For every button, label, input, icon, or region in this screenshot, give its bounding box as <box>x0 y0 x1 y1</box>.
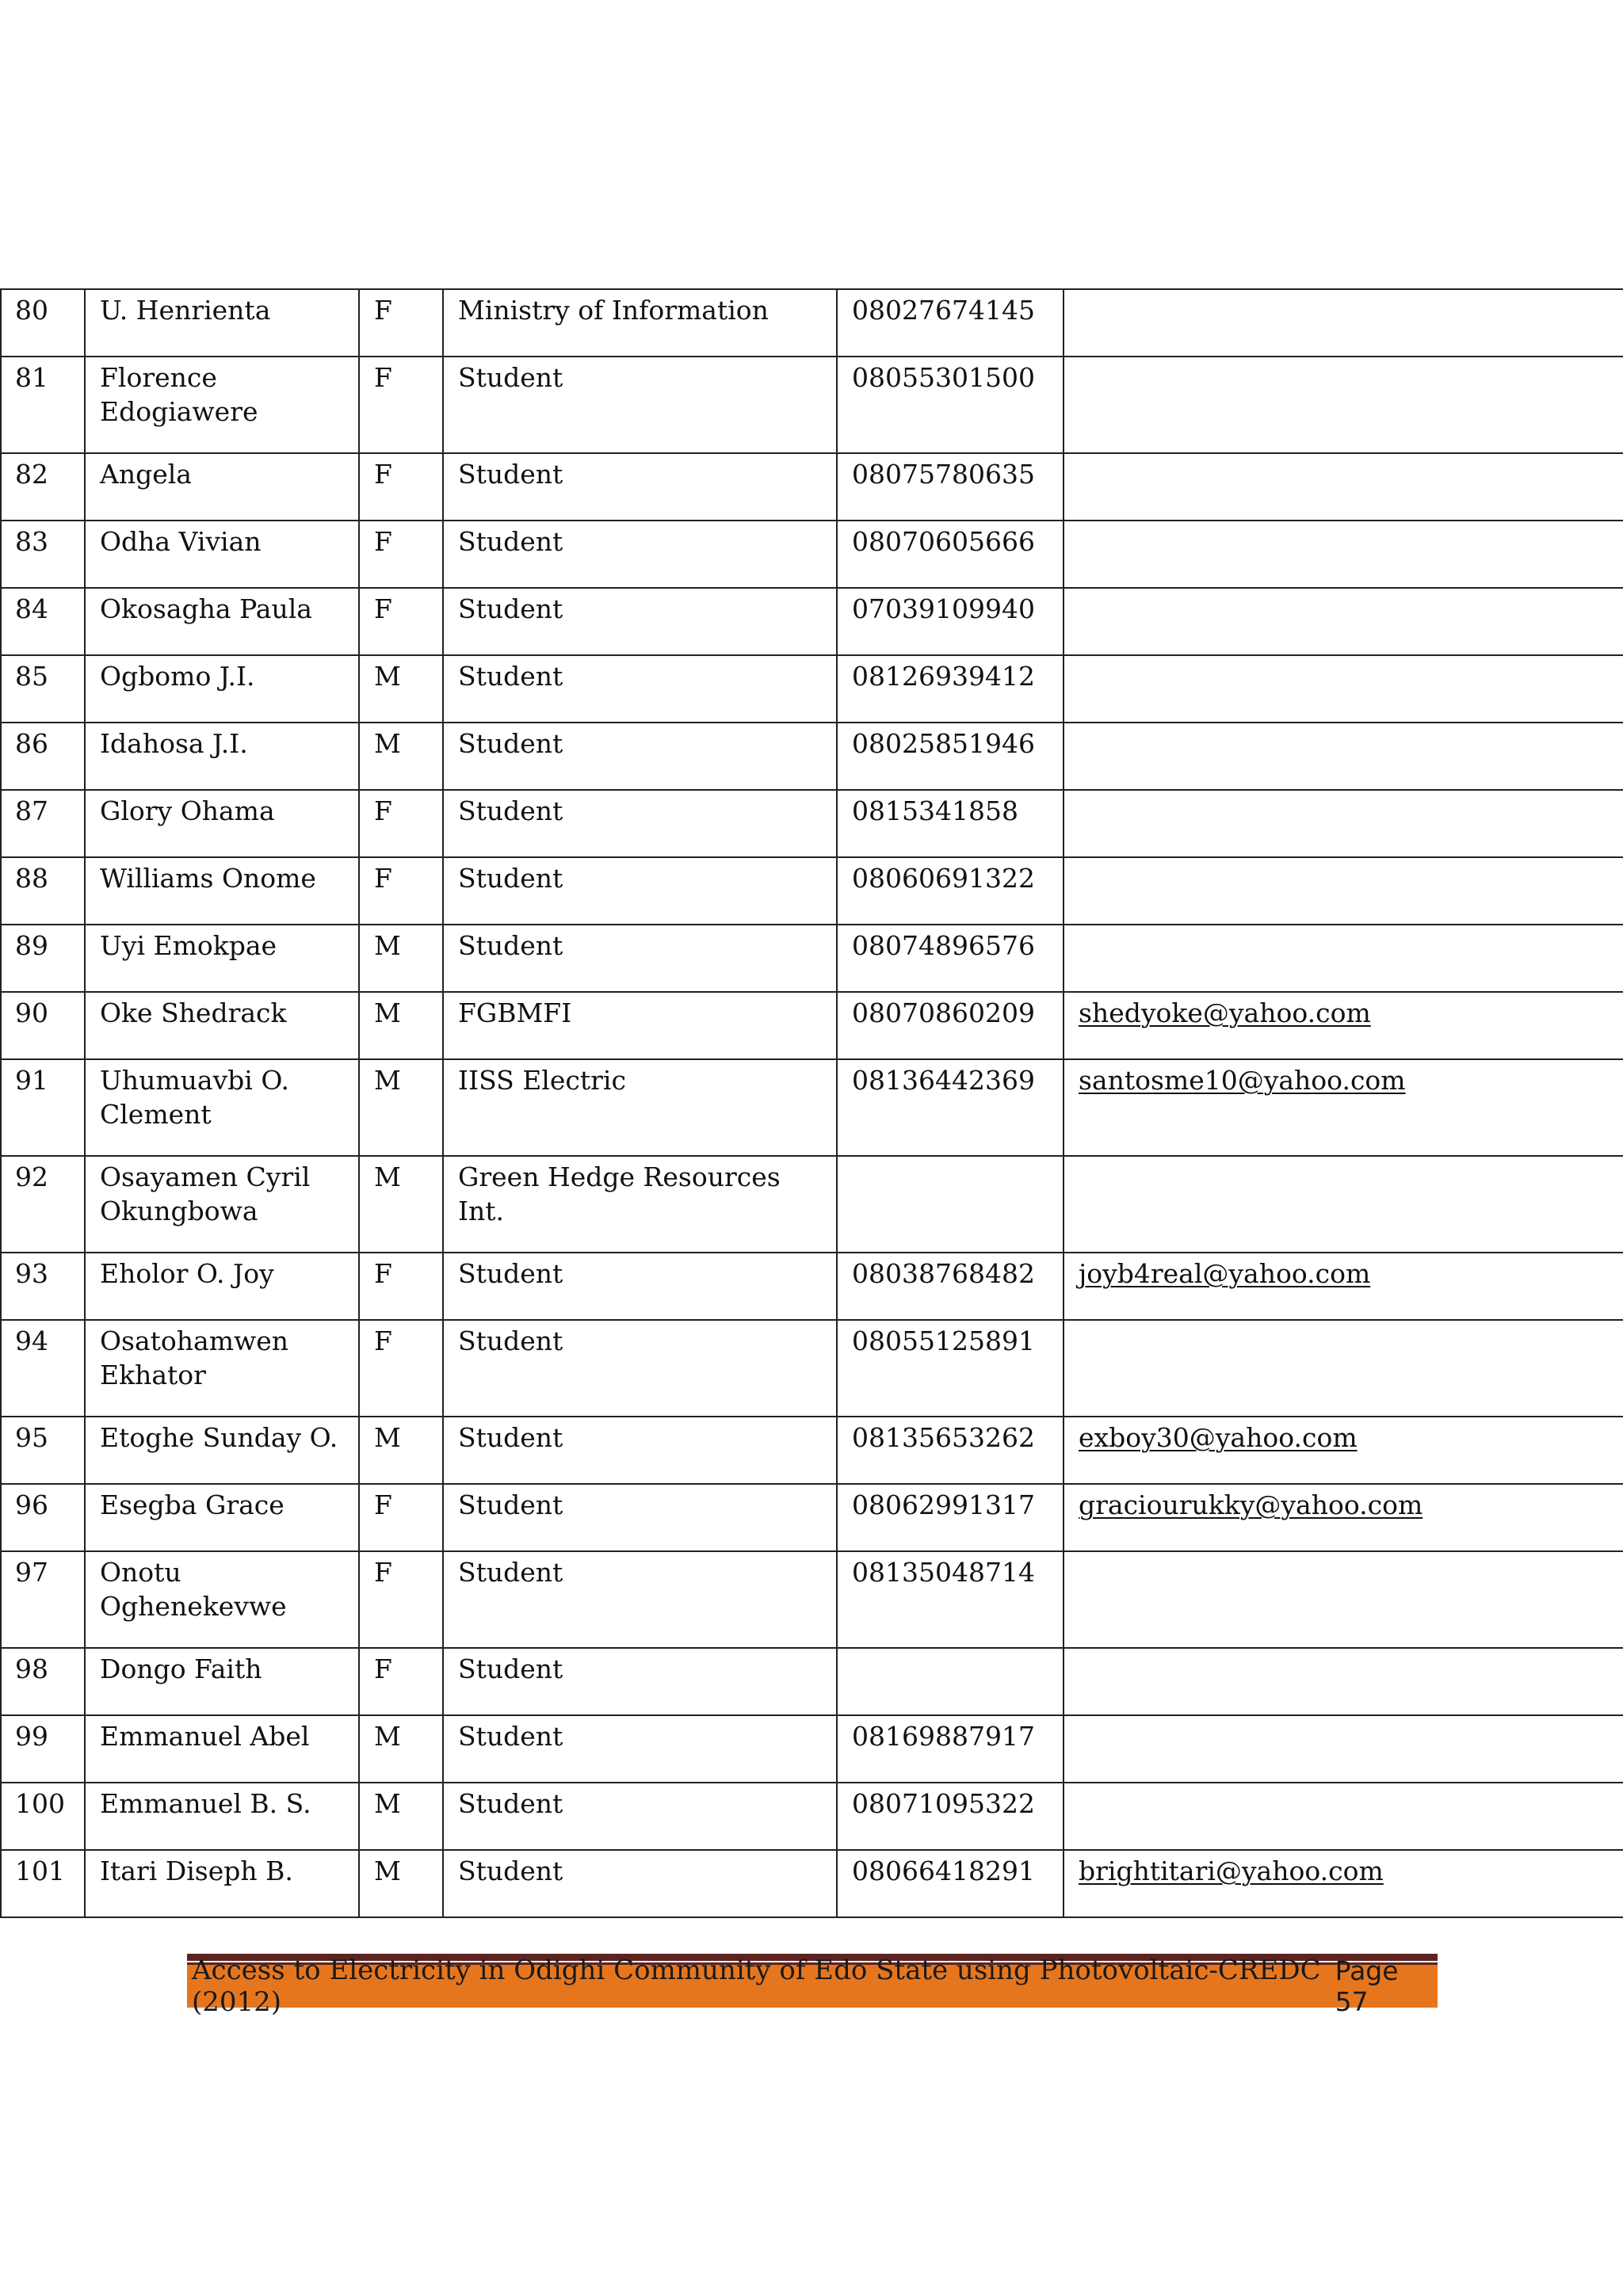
footer-bar <box>187 1955 1438 2018</box>
name-cell: Esegba Grace <box>85 1484 359 1551</box>
sex-cell: F <box>359 1253 443 1320</box>
table-row <box>1 655 1623 723</box>
email-cell <box>1064 1783 1623 1850</box>
organization-cell: Green Hedge Resources Int. <box>443 1156 837 1253</box>
name-cell: Florence Edogiawere <box>85 357 359 453</box>
name-cell: Angela <box>85 453 359 521</box>
organization-cell: Student <box>443 1484 837 1551</box>
organization-cell: IISS Electric <box>443 1059 837 1156</box>
email-cell <box>1064 723 1623 790</box>
row-number-cell: 98 <box>1 1648 85 1715</box>
sex-cell: F <box>359 357 443 453</box>
table-row <box>1 1783 1623 1850</box>
row-number-cell: 82 <box>1 453 85 521</box>
row-number-cell: 85 <box>1 655 85 723</box>
phone-cell: 08074896576 <box>837 925 1064 992</box>
name-cell: Etoghe Sunday O. <box>85 1417 359 1484</box>
name-cell: Williams Onome <box>85 857 359 925</box>
email-link[interactable]: santosme10@yahoo.com <box>1079 1065 1406 1096</box>
organization-cell: Student <box>443 588 837 655</box>
table-row <box>1 1156 1623 1253</box>
phone-cell: 08169887917 <box>837 1715 1064 1783</box>
phone-cell: 08126939412 <box>837 655 1064 723</box>
sex-cell: F <box>359 453 443 521</box>
name-cell: Oke Shedrack <box>85 992 359 1059</box>
phone-cell: 07039109940 <box>837 588 1064 655</box>
sex-cell: M <box>359 655 443 723</box>
sex-cell: M <box>359 1417 443 1484</box>
email-cell <box>1064 1648 1623 1715</box>
table-row <box>1 1648 1623 1715</box>
email-link[interactable]: brightitari@yahoo.com <box>1079 1855 1384 1886</box>
name-cell: Uhumuavbi O. Clement <box>85 1059 359 1156</box>
organization-cell: Student <box>443 357 837 453</box>
name-cell: U. Henrienta <box>85 289 359 357</box>
name-cell: Emmanuel B. S. <box>85 1783 359 1850</box>
table-row <box>1 289 1623 357</box>
sex-cell: F <box>359 1551 443 1648</box>
organization-cell: Student <box>443 857 837 925</box>
row-number-cell: 94 <box>1 1320 85 1417</box>
name-cell: Odha Vivian <box>85 521 359 588</box>
name-cell: Onotu Oghenekevwe <box>85 1551 359 1648</box>
table-row <box>1 521 1623 588</box>
name-cell: Glory Ohama <box>85 790 359 857</box>
email-cell <box>1064 453 1623 521</box>
email-cell <box>1064 357 1623 453</box>
email-cell <box>1064 655 1623 723</box>
row-number-cell: 91 <box>1 1059 85 1156</box>
row-number-cell: 93 <box>1 1253 85 1320</box>
table-body <box>1 289 1623 1917</box>
email-link[interactable]: exboy30@yahoo.com <box>1079 1422 1358 1453</box>
email-cell <box>1064 1551 1623 1648</box>
email-cell <box>1064 1253 1623 1320</box>
email-cell <box>1064 1715 1623 1783</box>
organization-cell: Student <box>443 453 837 521</box>
participant-table <box>0 288 1623 1918</box>
row-number-cell: 84 <box>1 588 85 655</box>
organization-cell: Student <box>443 1417 837 1484</box>
name-cell: Eholor O. Joy <box>85 1253 359 1320</box>
name-cell: Osayamen Cyril Okungbowa <box>85 1156 359 1253</box>
email-cell <box>1064 588 1623 655</box>
email-cell <box>1064 857 1623 925</box>
table-row <box>1 925 1623 992</box>
row-number-cell: 92 <box>1 1156 85 1253</box>
organization-cell: Student <box>443 723 837 790</box>
sex-cell: F <box>359 289 443 357</box>
email-cell <box>1064 992 1623 1059</box>
email-cell <box>1064 1320 1623 1417</box>
organization-cell: Student <box>443 925 837 992</box>
table-row <box>1 1850 1623 1917</box>
sex-cell: M <box>359 925 443 992</box>
sex-cell: F <box>359 1320 443 1417</box>
page-footer <box>187 1954 1438 2018</box>
row-number-cell: 95 <box>1 1417 85 1484</box>
name-cell: Dongo Faith <box>85 1648 359 1715</box>
email-link[interactable]: shedyoke@yahoo.com <box>1079 997 1371 1028</box>
organization-cell: Student <box>443 1320 837 1417</box>
organization-cell: Student <box>443 521 837 588</box>
sex-cell: M <box>359 1156 443 1253</box>
page-number: Page 57 <box>1335 1955 1399 2017</box>
organization-cell: Student <box>443 1253 837 1320</box>
email-cell <box>1064 1059 1623 1156</box>
table-row <box>1 1417 1623 1484</box>
table-row <box>1 1253 1623 1320</box>
sex-cell: F <box>359 588 443 655</box>
row-number-cell: 90 <box>1 992 85 1059</box>
footer-title: Access to Electricity in Odighi Community of Edo State using Photovoltaic-CREDC (2012) <box>192 1955 1321 2018</box>
name-cell: Ogbomo J.I. <box>85 655 359 723</box>
sex-cell: M <box>359 723 443 790</box>
table-row <box>1 1059 1623 1156</box>
organization-cell: Student <box>443 790 837 857</box>
sex-cell: M <box>359 1850 443 1917</box>
phone-cell <box>837 1156 1064 1253</box>
row-number-cell: 87 <box>1 790 85 857</box>
email-cell <box>1064 289 1623 357</box>
row-number-cell: 89 <box>1 925 85 992</box>
phone-cell: 08062991317 <box>837 1484 1064 1551</box>
sex-cell: M <box>359 992 443 1059</box>
phone-cell: 08070860209 <box>837 992 1064 1059</box>
table-row <box>1 1551 1623 1648</box>
organization-cell: Student <box>443 1648 837 1715</box>
table-row <box>1 1320 1623 1417</box>
name-cell: Emmanuel Abel <box>85 1715 359 1783</box>
name-cell: Idahosa J.I. <box>85 723 359 790</box>
table-row <box>1 992 1623 1059</box>
phone-cell: 08071095322 <box>837 1783 1064 1850</box>
name-cell: Osatohamwen Ekhator <box>85 1320 359 1417</box>
phone-cell: 0815341858 <box>837 790 1064 857</box>
organization-cell: Student <box>443 1783 837 1850</box>
phone-cell: 08025851946 <box>837 723 1064 790</box>
table-row <box>1 453 1623 521</box>
sex-cell: F <box>359 521 443 588</box>
email-cell <box>1064 521 1623 588</box>
sex-cell: F <box>359 790 443 857</box>
row-number-cell: 86 <box>1 723 85 790</box>
phone-cell: 08055301500 <box>837 357 1064 453</box>
row-number-cell: 83 <box>1 521 85 588</box>
sex-cell: F <box>359 1484 443 1551</box>
table-row <box>1 1484 1623 1551</box>
row-number-cell: 81 <box>1 357 85 453</box>
name-cell: Okosagha Paula <box>85 588 359 655</box>
row-number-cell: 88 <box>1 857 85 925</box>
email-cell <box>1064 925 1623 992</box>
sex-cell: F <box>359 1648 443 1715</box>
row-number-cell: 99 <box>1 1715 85 1783</box>
phone-cell: 08055125891 <box>837 1320 1064 1417</box>
phone-cell: 08070605666 <box>837 521 1064 588</box>
table-row <box>1 357 1623 453</box>
name-cell: Uyi Emokpae <box>85 925 359 992</box>
table-row <box>1 723 1623 790</box>
name-cell: Itari Diseph B. <box>85 1850 359 1917</box>
phone-cell: 08075780635 <box>837 453 1064 521</box>
organization-cell: Student <box>443 655 837 723</box>
table-row <box>1 588 1623 655</box>
phone-cell: 08135048714 <box>837 1551 1064 1648</box>
phone-cell <box>837 1648 1064 1715</box>
phone-cell: 08038768482 <box>837 1253 1064 1320</box>
row-number-cell: 100 <box>1 1783 85 1850</box>
email-cell <box>1064 1850 1623 1917</box>
email-cell <box>1064 1484 1623 1551</box>
row-number-cell: 101 <box>1 1850 85 1917</box>
phone-cell: 08066418291 <box>837 1850 1064 1917</box>
email-cell <box>1064 790 1623 857</box>
organization-cell: FGBMFI <box>443 992 837 1059</box>
phone-cell: 08135653262 <box>837 1417 1064 1484</box>
organization-cell: Ministry of Information <box>443 289 837 357</box>
email-cell <box>1064 1417 1623 1484</box>
table-row <box>1 857 1623 925</box>
phone-cell: 08136442369 <box>837 1059 1064 1156</box>
phone-cell: 08060691322 <box>837 857 1064 925</box>
sex-cell: M <box>359 1783 443 1850</box>
organization-cell: Student <box>443 1715 837 1783</box>
email-cell <box>1064 1156 1623 1253</box>
phone-cell: 08027674145 <box>837 289 1064 357</box>
sex-cell: M <box>359 1059 443 1156</box>
table-row <box>1 790 1623 857</box>
row-number-cell: 97 <box>1 1551 85 1648</box>
table-row <box>1 1715 1623 1783</box>
row-number-cell: 80 <box>1 289 85 357</box>
organization-cell: Student <box>443 1850 837 1917</box>
organization-cell: Student <box>443 1551 837 1648</box>
email-link[interactable]: joyb4real@yahoo.com <box>1079 1258 1371 1289</box>
email-link[interactable]: graciourukky@yahoo.com <box>1079 1489 1423 1520</box>
sex-cell: M <box>359 1715 443 1783</box>
row-number-cell: 96 <box>1 1484 85 1551</box>
sex-cell: F <box>359 857 443 925</box>
